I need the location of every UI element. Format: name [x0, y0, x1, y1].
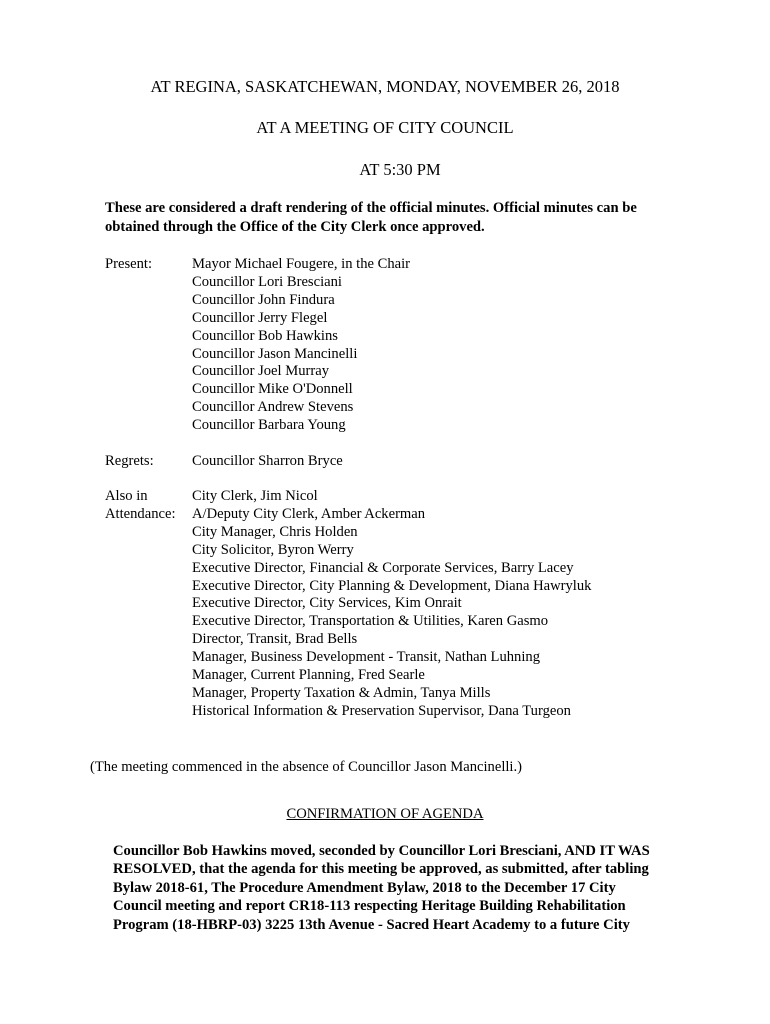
commencement-note: (The meeting commenced in the absence of Councillor Jason Mancinelli.) — [90, 759, 522, 775]
regrets-name: Councillor Sharron Bryce — [192, 453, 343, 469]
draft-notice — [105, 199, 705, 236]
attendance-name: City Solicitor, Byron Werry — [192, 541, 354, 558]
present-label: Present: — [105, 256, 153, 272]
attendance-name: Executive Director, Financial & Corporate Services, Barry Lacey — [192, 559, 574, 576]
attendance-name: Manager, Current Planning, Fred Searle — [192, 667, 425, 684]
draft-notice-line: These are considered a draft rendering of the official minutes. Official minutes can be — [105, 200, 637, 216]
attendance-list — [192, 488, 591, 721]
present-name: Councillor Andrew Stevens — [192, 399, 354, 416]
regrets-list — [192, 453, 343, 471]
agenda-heading: CONFIRMATION OF AGENDA — [286, 806, 484, 822]
present-name: Councillor Jason Mancinelli — [192, 345, 358, 362]
attendance-name: Executive Director, Transportation & Utilities, Karen Gasmo — [192, 613, 549, 630]
present-list — [192, 256, 410, 435]
attendance-label — [105, 488, 176, 524]
present-name: Councillor John Findura — [192, 291, 335, 308]
header-meeting-time: AT 5:30 PM — [359, 160, 441, 179]
agenda-motion-line: Bylaw 2018-61, The Procedure Amendment Bylaw, 2018 to the December 17 City — [113, 879, 616, 896]
present-name: Councillor Jerry Flegel — [192, 309, 328, 326]
present-name: Councillor Barbara Young — [192, 417, 346, 434]
agenda-motion-line: RESOLVED, that the agenda for this meeting be approved, as submitted, after tabling — [113, 861, 649, 878]
present-name: Councillor Lori Bresciani — [192, 273, 342, 290]
present-name: Councillor Bob Hawkins — [192, 327, 338, 344]
attendance-label-line: Attendance: — [105, 505, 176, 522]
attendance-name: Manager, Property Taxation & Admin, Tanya Mills — [192, 684, 491, 701]
attendance-label-line: Also in — [105, 488, 148, 504]
present-name: Councillor Mike O'Donnell — [192, 381, 353, 398]
attendance-name: Executive Director, City Services, Kim Onrait — [192, 595, 462, 612]
draft-notice-line: obtained through the Office of the City Clerk once approved. — [105, 218, 485, 235]
regrets-label: Regrets: — [105, 453, 154, 469]
attendance-name: Historical Information & Preservation Supervisor, Dana Turgeon — [192, 702, 571, 719]
attendance-name: Manager, Business Development - Transit, Nathan Luhning — [192, 649, 540, 666]
present-name: Councillor Joel Murray — [192, 363, 329, 380]
header-location-date: AT REGINA, SASKATCHEWAN, MONDAY, NOVEMBER 26, 2018 — [150, 77, 620, 96]
agenda-motion-line: Councillor Bob Hawkins moved, seconded by Councillor Lori Bresciani, AND IT WAS — [113, 843, 650, 859]
present-name: Mayor Michael Fougere, in the Chair — [192, 256, 411, 272]
attendance-name: Director, Transit, Brad Bells — [192, 631, 358, 648]
agenda-motion-line: Program (18-HBRP-03) 3225 13th Avenue - Sacred Heart Academy to a future City — [113, 916, 630, 933]
agenda-motion-line: Council meeting and report CR18-113 respecting Heritage Building Rehabilitation — [113, 898, 626, 915]
header-meeting-title: AT A MEETING OF CITY COUNCIL — [256, 118, 514, 137]
attendance-name: City Clerk, Jim Nicol — [192, 488, 318, 504]
attendance-name: Executive Director, City Planning & Development, Diana Hawryluk — [192, 577, 592, 594]
attendance-name: A/Deputy City Clerk, Amber Ackerman — [192, 505, 426, 522]
agenda-motion — [113, 842, 733, 934]
attendance-name: City Manager, Chris Holden — [192, 523, 358, 540]
